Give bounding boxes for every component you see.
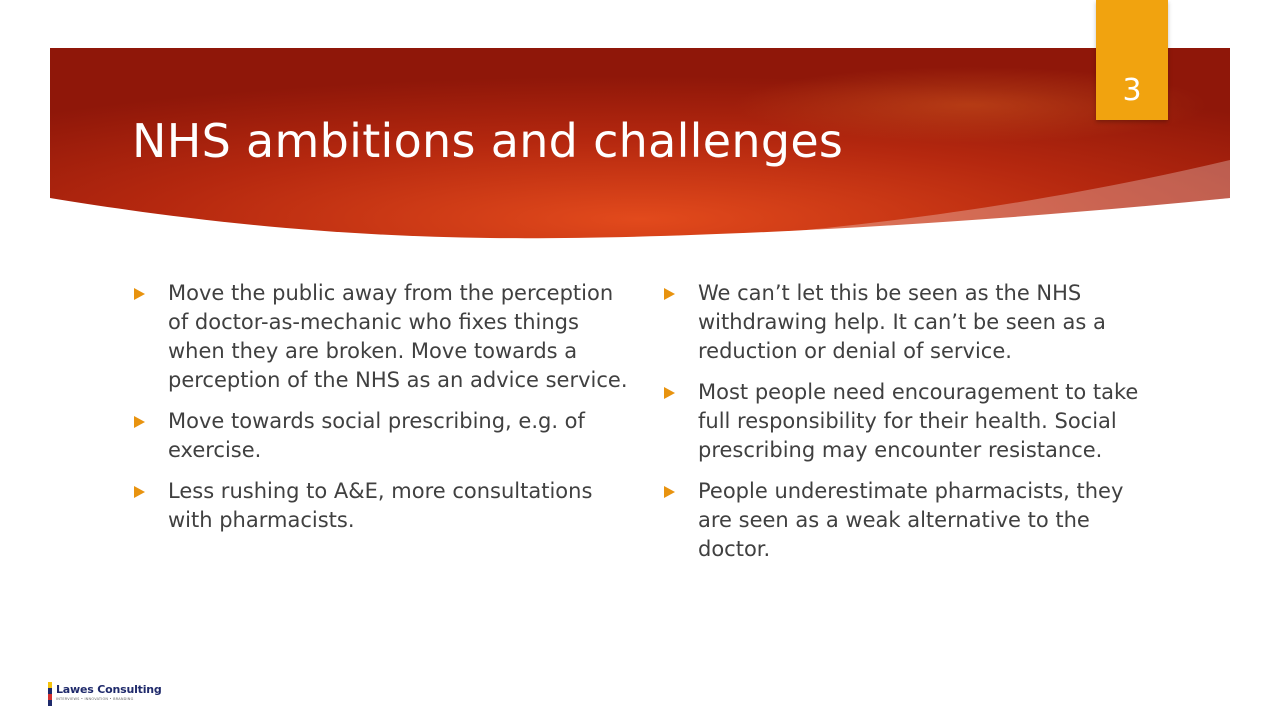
bullet-item bbox=[132, 279, 632, 395]
bullet-text: We can’t let this be seen as the NHS withdrawing help. It can’t be seen as a reduction or denial of service. bbox=[698, 281, 1106, 363]
bullet-item bbox=[132, 407, 632, 465]
triangle-right-icon bbox=[664, 288, 675, 300]
bullet-text: Move towards social prescribing, e.g. of exercise. bbox=[168, 409, 585, 462]
logo-tagline: INTERVIEWS • INNOVATION • BRANDING bbox=[56, 697, 134, 701]
bullet-text: Less rushing to A&E, more consultations with pharmacists. bbox=[168, 479, 593, 532]
company-logo bbox=[48, 682, 162, 708]
logo-text: Lawes Consulting bbox=[56, 683, 162, 696]
left-bullet-list bbox=[132, 279, 632, 547]
slide-title: NHS ambitions and challenges bbox=[132, 114, 844, 168]
bullet-text: Move the public away from the perception of doctor-as-mechanic who fixes things when they are broken. Move towards a perception of the NHS as an advice service. bbox=[168, 281, 628, 392]
bullet-item bbox=[662, 477, 1162, 564]
triangle-right-icon bbox=[134, 416, 145, 428]
logo-color-strip bbox=[48, 682, 52, 706]
bullet-item bbox=[132, 477, 632, 535]
right-bullet-list bbox=[662, 279, 1162, 576]
triangle-right-icon bbox=[134, 486, 145, 498]
bullet-item bbox=[662, 279, 1162, 366]
bullet-text: People underestimate pharmacists, they are seen as a weak alternative to the doctor. bbox=[698, 479, 1124, 561]
page-number: 3 bbox=[1122, 73, 1142, 108]
triangle-right-icon bbox=[664, 387, 675, 399]
bullet-item bbox=[662, 378, 1162, 465]
triangle-right-icon bbox=[664, 486, 675, 498]
page-number-badge bbox=[1096, 0, 1168, 120]
bullet-text: Most people need encouragement to take full responsibility for their health. Social prescribing may encounter resistance. bbox=[698, 380, 1139, 462]
triangle-right-icon bbox=[134, 288, 145, 300]
